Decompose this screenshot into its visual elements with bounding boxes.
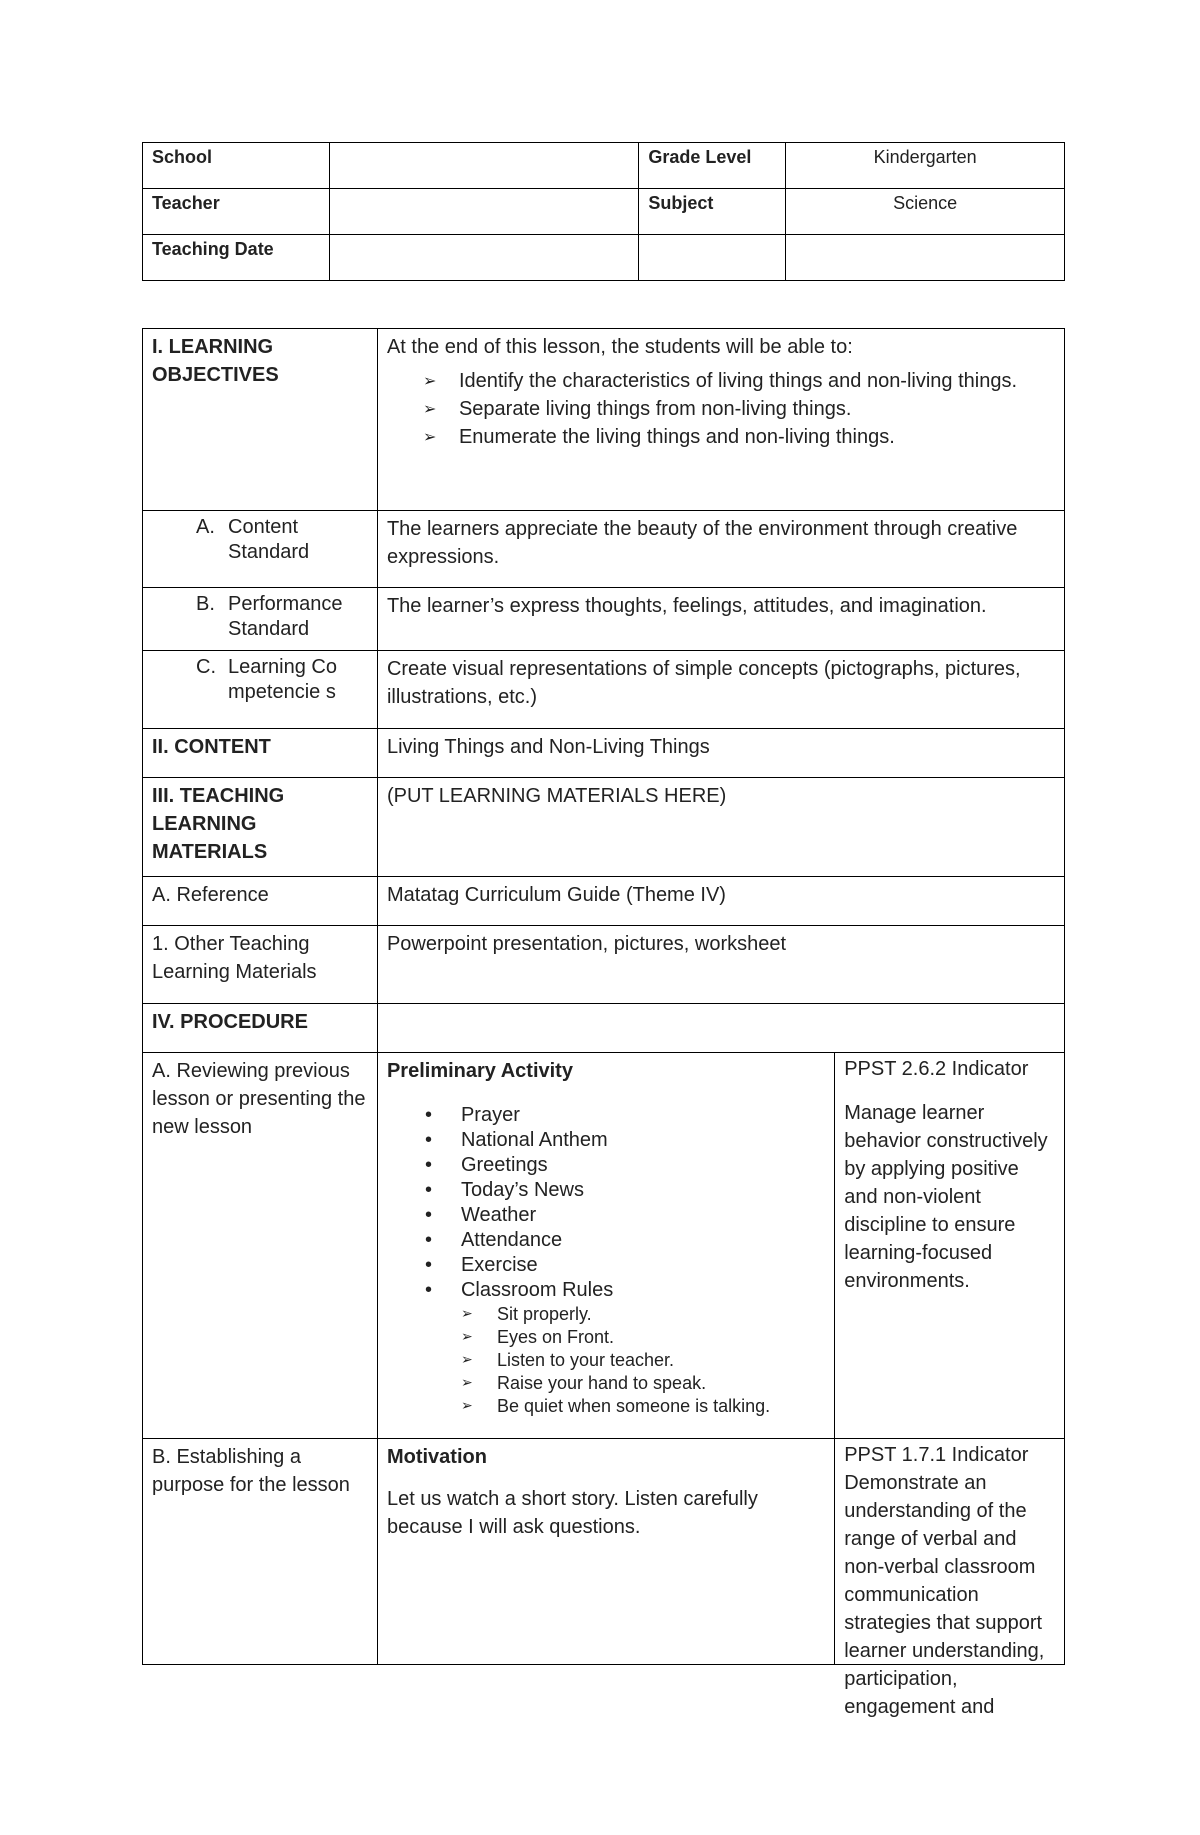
activity-item: • National Anthem: [425, 1128, 825, 1153]
rule-item: ➢ Listen to your teacher.: [461, 1349, 825, 1372]
school-row: [143, 143, 1065, 189]
teacher-label: Teacher: [143, 189, 330, 235]
purpose-activity-title: Motivation: [386, 1446, 487, 1468]
objectives-intro: At the end of this lesson, the students will be able to:: [386, 336, 853, 358]
objective-item: ➢ Separate living things from non-living things.: [423, 395, 1055, 423]
activity-item: • Today’s News: [425, 1178, 825, 1203]
review-activity-cell: [377, 1053, 834, 1439]
other-materials-row: [143, 926, 1065, 1004]
teacher-value: [329, 189, 639, 235]
content-heading: II. CONTENT: [143, 729, 378, 778]
content-standard-label-cell: [143, 511, 378, 588]
purpose-activity-text: Let us watch a short story. Listen carefully because I will ask questions.: [386, 1488, 758, 1538]
school-value: [329, 143, 639, 189]
performance-standard-label: Performance Standard: [228, 593, 343, 640]
grade-level-label: Grade Level: [639, 143, 786, 189]
content-text: Living Things and Non-Living Things: [377, 729, 1064, 778]
materials-text: (PUT LEARNING MATERIALS HERE): [377, 778, 1064, 877]
content-standard-text: The learners appreciate the beauty of the environment through creative expressions.: [377, 511, 1064, 588]
performance-standard-text: The learner’s express thoughts, feelings, attitudes, and imagination.: [377, 588, 1064, 651]
review-label: A. Reviewing previous lesson or presenting the new lesson: [143, 1053, 378, 1439]
objective-item: ➢ Identify the characteristics of living things and non-living things.: [423, 367, 1055, 395]
objective-item: ➢ Enumerate the living things and non-living things.: [423, 423, 1055, 451]
preliminary-activity-list: [387, 1103, 825, 1303]
purpose-activity-cell: [377, 1439, 834, 1665]
activity-item: • Prayer: [425, 1103, 825, 1128]
objectives-row: [143, 329, 1065, 511]
content-standard-row: [143, 511, 1065, 588]
reference-row: [143, 877, 1065, 926]
procedure-heading: IV. PROCEDURE: [143, 1004, 378, 1053]
rule-item: ➢ Raise your hand to speak.: [461, 1372, 825, 1395]
review-activity-title: Preliminary Activity: [386, 1060, 573, 1082]
other-materials-text: Powerpoint presentation, pictures, worksheet: [377, 926, 1064, 1004]
subject-value: Science: [786, 189, 1065, 235]
activity-item: • Exercise: [425, 1253, 825, 1278]
rule-item: ➢ Sit properly.: [461, 1303, 825, 1326]
teaching-date-value: [329, 235, 639, 281]
lesson-plan-table: [142, 328, 1065, 1718]
review-ppst-cell: [835, 1053, 1065, 1439]
purpose-label: B. Establishing a purpose for the lesson: [143, 1439, 378, 1665]
review-row: [143, 1053, 1065, 1439]
reference-text: Matatag Curriculum Guide (Theme IV): [377, 877, 1064, 926]
ppst-indicator-title: PPST 1.7.1 Indicator: [844, 1444, 1029, 1466]
reference-label: A. Reference: [143, 877, 378, 926]
ppst-indicator-text: Manage learner behavior constructively by applying positive and non-violent discipline to ensure learning-focused environments.: [844, 1102, 1048, 1292]
activity-item: • Greetings: [425, 1153, 825, 1178]
ppst-indicator-text: Demonstrate an understanding of the range of verbal and non-verbal classroom communication strategies that support learner understanding, participation, engagement and: [844, 1472, 1045, 1718]
activity-item: • Attendance: [425, 1228, 825, 1253]
rule-item: ➢ Be quiet when someone is talking.: [461, 1395, 825, 1418]
teacher-row: [143, 189, 1065, 235]
competencies-label: Learning Competencie s: [228, 656, 337, 703]
objectives-list: [387, 367, 1055, 451]
content-standard-letter: A.: [196, 516, 215, 538]
content-row: [143, 729, 1065, 778]
performance-standard-letter: B.: [196, 593, 215, 615]
lesson-info-table: [142, 142, 1065, 281]
competencies-text: Create visual representations of simple concepts (pictographs, pictures, illustrations, etc.): [377, 651, 1064, 729]
objectives-cell: [377, 329, 1064, 511]
empty-cell: [377, 1004, 1064, 1053]
competencies-label-cell: [143, 651, 378, 729]
objectives-heading: I. LEARNING OBJECTIVES: [143, 329, 378, 511]
teaching-date-row: [143, 235, 1065, 281]
empty-cell: [639, 235, 786, 281]
competencies-row: [143, 651, 1065, 729]
procedure-row: [143, 1004, 1065, 1053]
rule-item: ➢ Eyes on Front.: [461, 1326, 825, 1349]
performance-standard-label-cell: [143, 588, 378, 651]
activity-item: • Classroom Rules: [425, 1278, 825, 1303]
materials-heading: III. TEACHING LEARNING MATERIALS: [143, 778, 378, 877]
teaching-date-label: Teaching Date: [143, 235, 330, 281]
activity-item: • Weather: [425, 1203, 825, 1228]
purpose-row: [143, 1439, 1065, 1665]
purpose-ppst-cell: [835, 1439, 1065, 1718]
classroom-rules-list: [387, 1303, 825, 1418]
ppst-indicator-title: PPST 2.6.2 Indicator: [844, 1058, 1029, 1080]
content-standard-label: Content Standard: [228, 516, 310, 563]
empty-cell: [786, 235, 1065, 281]
grade-level-value: Kindergarten: [786, 143, 1065, 189]
competencies-letter: C.: [196, 656, 216, 678]
other-materials-label: 1. Other Teaching Learning Materials: [143, 926, 378, 1004]
materials-row: [143, 778, 1065, 877]
school-label: School: [143, 143, 330, 189]
performance-standard-row: [143, 588, 1065, 651]
subject-label: Subject: [639, 189, 786, 235]
